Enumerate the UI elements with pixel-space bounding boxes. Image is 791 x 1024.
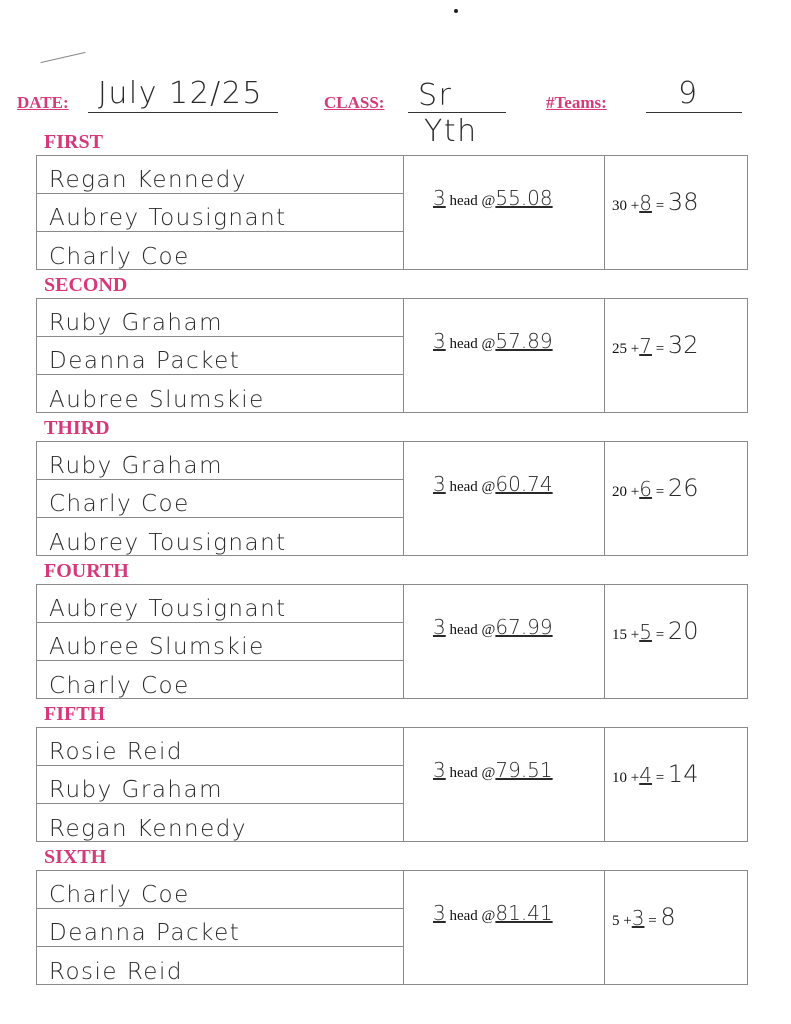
teams-label: #Teams:	[546, 93, 607, 112]
heat-row	[36, 441, 748, 556]
rider-row	[37, 623, 403, 661]
head-count: 3	[433, 615, 446, 639]
rider-row	[37, 585, 403, 623]
rider-row	[37, 804, 403, 842]
points-cell	[604, 585, 749, 698]
class-value-line2: Yth	[424, 114, 478, 149]
head-time-line	[433, 901, 553, 925]
rider-row	[37, 947, 403, 985]
time-cell	[403, 156, 605, 269]
points-line	[612, 474, 698, 502]
total-points: 8	[660, 903, 676, 931]
head-text: head @	[449, 336, 496, 352]
base-points: 15 +	[612, 627, 640, 643]
rider-row	[37, 375, 403, 413]
run-time: 67.99	[495, 615, 553, 639]
time-cell	[403, 728, 605, 841]
rider-name: Rosie Reid	[49, 959, 183, 985]
class-value-line1: Sr	[418, 78, 453, 113]
rider-row	[37, 518, 403, 556]
heat-row	[36, 727, 748, 842]
rider-row	[37, 442, 403, 480]
rider-name: Charly Coe	[49, 673, 190, 699]
points-line	[612, 617, 698, 645]
equals-sign: =	[648, 913, 657, 929]
rider-row	[37, 766, 403, 804]
head-text: head @	[449, 908, 496, 924]
head-count: 3	[433, 758, 446, 782]
pen-mark	[40, 52, 85, 63]
bonus-points: 5	[639, 620, 652, 644]
time-cell	[403, 299, 605, 412]
head-text: head @	[449, 193, 496, 209]
equals-sign: =	[655, 198, 665, 214]
time-cell	[403, 442, 605, 555]
rider-row	[37, 480, 403, 518]
run-time: 79.51	[495, 758, 553, 782]
rider-name: Charly Coe	[49, 244, 190, 270]
points-line	[612, 903, 676, 931]
base-points: 20 +	[612, 484, 640, 500]
rider-name: Aubree Slumskie	[49, 387, 265, 413]
run-time: 57.89	[495, 329, 553, 353]
rider-names	[37, 156, 404, 269]
head-count: 3	[433, 472, 446, 496]
rider-row	[37, 194, 403, 232]
equals-sign: =	[655, 341, 665, 357]
rider-name: Ruby Graham	[49, 310, 223, 336]
head-count: 3	[433, 901, 446, 925]
rider-row	[37, 232, 403, 270]
rider-name: Charly Coe	[49, 491, 190, 517]
total-points: 26	[667, 474, 699, 502]
teams-line	[646, 112, 742, 113]
rider-names	[37, 585, 404, 698]
section-title: THIRD	[44, 417, 110, 439]
equals-sign: =	[655, 484, 665, 500]
rider-row	[37, 337, 403, 375]
points-cell	[604, 728, 749, 841]
base-points: 30 +	[612, 198, 640, 214]
heat-row	[36, 870, 748, 985]
head-time-line	[433, 329, 553, 353]
heat-row	[36, 155, 748, 270]
run-time: 60.74	[495, 472, 553, 496]
bonus-points: 4	[639, 763, 652, 787]
rider-row	[37, 909, 403, 947]
rider-names	[37, 299, 404, 412]
base-points: 25 +	[612, 341, 640, 357]
rider-name: Deanna Packet	[49, 920, 241, 946]
total-points: 20	[667, 617, 699, 645]
section-title: FIFTH	[44, 703, 106, 725]
rider-name: Regan Kennedy	[49, 167, 247, 193]
points-cell	[604, 442, 749, 555]
section-title: SECOND	[44, 274, 128, 296]
rider-name: Ruby Graham	[49, 777, 223, 803]
points-line	[612, 188, 698, 216]
time-cell	[403, 871, 605, 984]
points-cell	[604, 871, 749, 984]
points-line	[612, 760, 698, 788]
section-title: FIRST	[44, 131, 103, 153]
total-points: 32	[667, 331, 699, 359]
head-count: 3	[433, 186, 446, 210]
points-cell	[604, 156, 749, 269]
rider-row	[37, 156, 403, 194]
rider-name: Deanna Packet	[49, 348, 241, 374]
bonus-points: 3	[631, 906, 645, 930]
bonus-points: 7	[639, 334, 652, 358]
rider-names	[37, 728, 404, 841]
points-cell	[604, 299, 749, 412]
head-count: 3	[433, 329, 446, 353]
rider-name: Rosie Reid	[49, 739, 183, 765]
head-time-line	[433, 186, 553, 210]
head-time-line	[433, 472, 553, 496]
rider-name: Regan Kennedy	[49, 816, 247, 842]
rider-row	[37, 728, 403, 766]
head-time-line	[433, 615, 553, 639]
bonus-points: 8	[639, 191, 652, 215]
head-time-line	[433, 758, 553, 782]
section-title: SIXTH	[44, 846, 107, 868]
rider-name: Ruby Graham	[49, 453, 223, 479]
equals-sign: =	[655, 627, 665, 643]
rider-row	[37, 661, 403, 699]
rider-names	[37, 442, 404, 555]
rider-name: Aubrey Tousignant	[49, 596, 287, 622]
bonus-points: 6	[639, 477, 652, 501]
total-points: 38	[667, 188, 699, 216]
date-line	[88, 112, 278, 113]
rider-row	[37, 871, 403, 909]
run-time: 81.41	[495, 901, 553, 925]
head-text: head @	[449, 622, 496, 638]
base-points: 10 +	[612, 770, 640, 786]
total-points: 14	[667, 760, 699, 788]
class-label: CLASS:	[324, 93, 385, 112]
rider-name: Aubrey Tousignant	[49, 530, 287, 556]
points-line	[612, 331, 698, 359]
head-text: head @	[449, 479, 496, 495]
ink-dot	[454, 9, 458, 13]
date-value: July 12/25	[98, 76, 263, 111]
date-label: DATE:	[17, 93, 69, 112]
rider-name: Aubree Slumskie	[49, 634, 265, 660]
head-text: head @	[449, 765, 496, 781]
rider-name: Aubrey Tousignant	[49, 205, 287, 231]
time-cell	[403, 585, 605, 698]
heat-row	[36, 298, 748, 413]
heat-row	[36, 584, 748, 699]
run-time: 55.08	[495, 186, 553, 210]
teams-value: 9	[678, 76, 699, 111]
equals-sign: =	[655, 770, 665, 786]
rider-names	[37, 871, 404, 984]
rider-row	[37, 299, 403, 337]
base-points: 5 +	[612, 913, 632, 929]
rider-name: Charly Coe	[49, 882, 190, 908]
section-title: FOURTH	[44, 560, 129, 582]
